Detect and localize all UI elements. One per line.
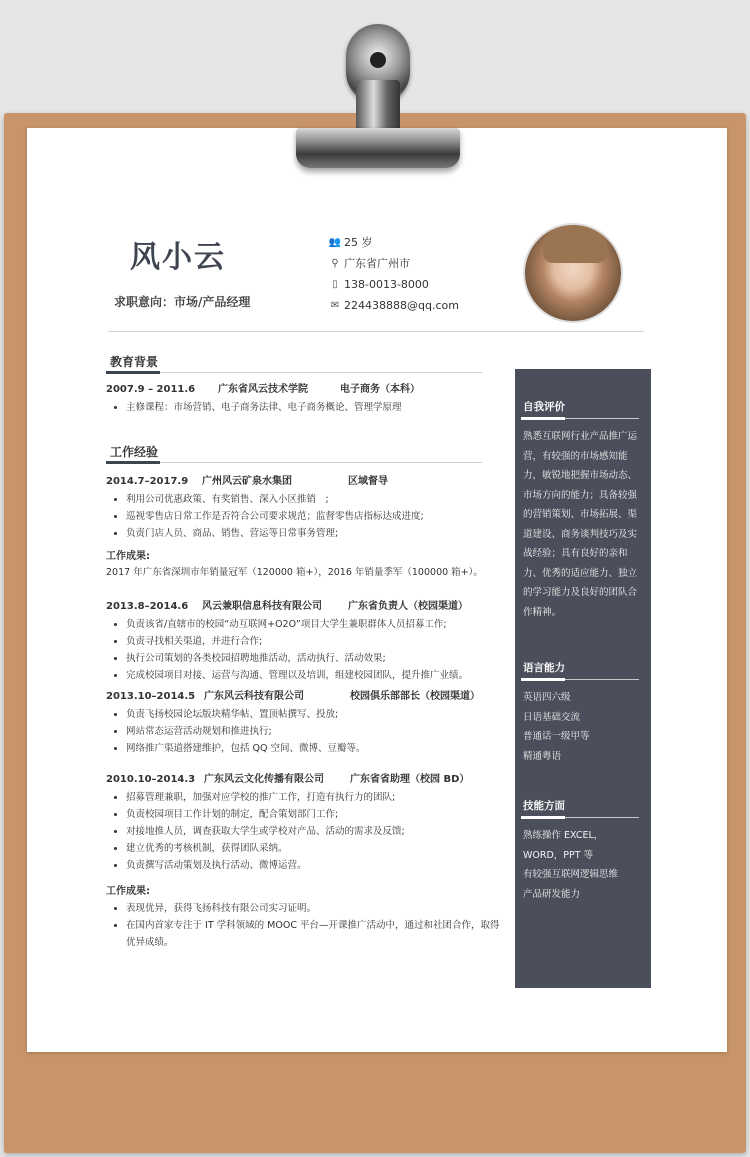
job-duties — [106, 616, 504, 684]
user-icon: 👥 — [328, 237, 342, 248]
resume-name: 风小云 — [130, 240, 226, 275]
work-title: 工作经验 — [110, 445, 159, 459]
list-item: • 网络推广渠道搭建维护，包括 QQ 空间、微博、豆瓣等。 — [126, 740, 504, 757]
education-title: 教育背景 — [110, 355, 159, 369]
list-item: 英语四六级 — [523, 692, 571, 703]
job-role: 广东省省助理（校园 BD） — [350, 774, 470, 785]
list-item: • 招募管理兼职，加强对应学校的推广工作，打造有执行力的团队; — [126, 789, 504, 806]
job-duties — [106, 789, 504, 874]
location-text: 广东省广州市 — [344, 257, 410, 270]
phone-icon: ▯ — [332, 279, 338, 290]
main-column — [106, 352, 504, 951]
list-item: • 巡视零售店日常工作是否符合公司要求规范；监督零售店指标达成进度; — [126, 508, 504, 525]
education-school: 广东省风云技术学院 — [218, 384, 308, 395]
result-text: 2017 年广东省深圳市年销量冠军（120000 箱+），2016 年销量季军（100000 箱+）。 — [106, 567, 483, 578]
contact-phone — [328, 274, 459, 295]
avatar — [523, 223, 623, 323]
list-item: • 主修课程：市场营销、电子商务法律、电子商务概论、管理学原理 — [126, 399, 504, 416]
list-item: 有较强互联网逻辑思维 — [523, 869, 619, 880]
list-item: 普通话一级甲等 — [523, 731, 590, 742]
self-eval-divider — [521, 418, 639, 419]
contact-location — [328, 253, 459, 274]
header-divider — [108, 331, 644, 332]
skills-divider — [521, 817, 639, 818]
age-text: 25 岁 — [344, 236, 373, 249]
list-item: • 完成校园项目对接、运营与沟通、管理以及培训，组建校园团队，提升推广业绩。 — [126, 667, 504, 684]
job-date: 2013.8–2014.6 — [106, 601, 189, 612]
list-item: • 负责飞扬校园论坛版块精华帖、置顶帖撰写、投放; — [126, 706, 504, 723]
self-eval-text: 熟悉互联网行业产品推广运营，有较强的市场感知能力，敏锐地把握市场动态、市场方向的能力；具备较强的营销策划、市场拓展、渠道建设、商务谈判技巧及实战经验；具有良好的亲和力、优秀的适应能力、独立的学习能力及良好的团队合作精神。 — [523, 431, 638, 618]
list-item: • 建立优秀的考核机制，获得团队采纳。 — [126, 840, 504, 857]
job-role: 校园俱乐部部长（校园渠道） — [350, 691, 480, 702]
job-duties — [106, 706, 504, 757]
result-title: 工作成果: — [106, 551, 150, 562]
education-entry-head — [106, 381, 504, 399]
language-list — [515, 688, 651, 766]
job-company: 广州风云矿泉水集团 — [202, 476, 292, 487]
skills-list — [515, 826, 651, 904]
list-item: • 表现优异，获得飞扬科技有限公司实习证明。 — [126, 900, 504, 917]
list-item: • 负责寻找相关渠道，并进行合作; — [126, 633, 504, 650]
sidebar — [515, 369, 651, 988]
list-item: • 网站常态运营活动规划和推进执行; — [126, 723, 504, 740]
job-date: 2013.10–2014.5 — [106, 691, 196, 702]
list-item: 日语基础交流 — [523, 711, 581, 723]
job-role: 广东省负责人（校园渠道） — [348, 601, 468, 612]
list-item: • 负责门店人员、商品、销售、营运等日常事务管理; — [126, 525, 504, 542]
job-entry-head — [106, 688, 504, 706]
skills-title: 技能方面 — [523, 800, 565, 812]
binder-clip-plate — [296, 128, 460, 168]
work-divider — [106, 462, 482, 463]
job-intent: 求职意向：市场/产品经理 — [114, 295, 251, 309]
contact-info — [328, 232, 459, 316]
education-major: 电子商务（本科） — [340, 384, 420, 395]
job-duties — [106, 491, 504, 542]
phone-text: 138-0013-8000 — [344, 278, 429, 291]
language-divider — [521, 679, 639, 680]
list-item: 产品研发能力 — [523, 888, 581, 900]
list-item: • 负责撰写活动策划及执行活动、微博运营。 — [126, 857, 504, 874]
education-divider — [106, 372, 482, 373]
list-item: • 负责该省/直辖市的校园“动互联网+O2O”项目大学生兼职群体人员招募工作; — [126, 616, 504, 633]
email-text: 224438888@qq.com — [344, 299, 459, 312]
job-company: 广东风云科技有限公司 — [204, 691, 304, 702]
list-item: • 负责校园项目工作计划的制定，配合策划部门工作; — [126, 806, 504, 823]
location-pin-icon: ⚲ — [331, 258, 339, 269]
contact-age — [328, 232, 459, 253]
list-item: 精通粤语 — [523, 750, 562, 762]
job-company: 广东风云文化传播有限公司 — [204, 774, 324, 785]
result-list — [106, 900, 504, 951]
self-eval-title: 自我评价 — [523, 401, 565, 413]
list-item: • 执行公司策划的各类校园招聘地推活动，活动执行、活动效果; — [126, 650, 504, 667]
mail-icon: ✉ — [330, 300, 340, 311]
job-date: 2010.10–2014.3 — [106, 774, 196, 785]
job-entry-head — [106, 598, 504, 616]
job-entry-head — [106, 473, 504, 491]
job-company: 风云兼职信息科技有限公司 — [202, 601, 322, 612]
list-item: • 对接地推人员，调查获取大学生或学校对产品、活动的需求及反馈; — [126, 823, 504, 840]
contact-email — [328, 295, 459, 316]
job-date: 2014.7–2017.9 — [106, 476, 189, 487]
job-entry-head — [106, 771, 504, 789]
job-role: 区域督导 — [348, 476, 388, 487]
list-item: • 利用公司优惠政策、有奖销售、深入小区推销 ; — [126, 491, 504, 508]
education-list — [106, 399, 504, 416]
education-date: 2007.9 – 2011.6 — [106, 384, 196, 395]
list-item: 熟练操作 EXCEL，WORD，PPT 等 — [523, 830, 604, 861]
language-title: 语言能力 — [523, 662, 565, 674]
list-item: • 在国内首家专注于 IT 学科领域的 MOOC 平台—开课推广活动中，通过和社团合作，取得优异成绩。 — [126, 917, 504, 951]
result-title: 工作成果: — [106, 886, 150, 897]
